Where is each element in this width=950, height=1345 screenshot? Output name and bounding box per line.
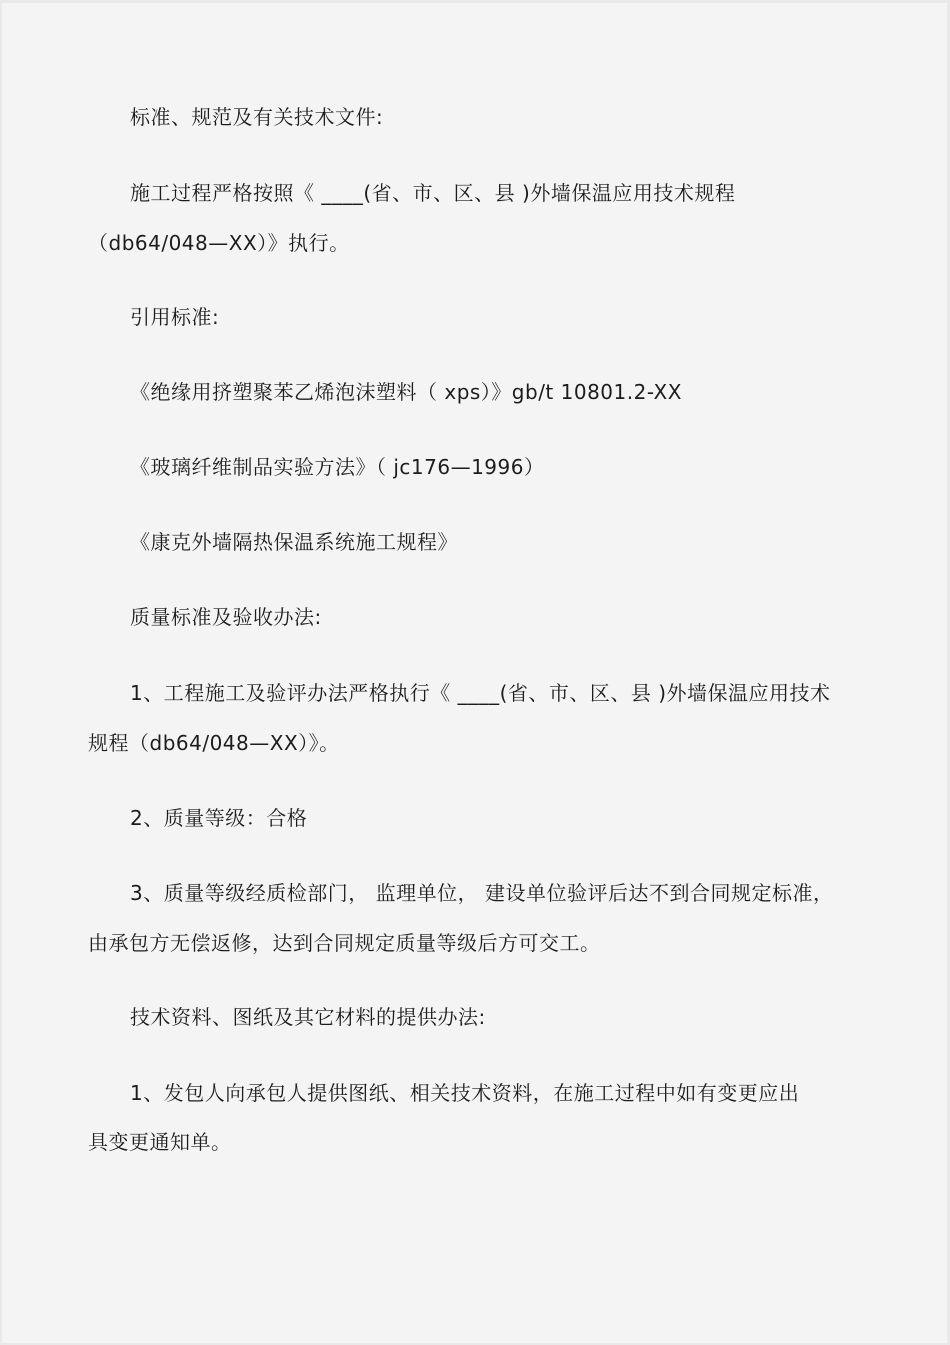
heading-technical-materials: 技术资料、图纸及其它材料的提供办法: <box>130 1005 486 1029</box>
paragraph-line: 由承包方无偿返修，达到合同规定质量等级后方可交工。 <box>88 931 601 955</box>
paragraph-line: 规程（db64/048—XX）》。 <box>88 731 340 755</box>
paragraph-line: 1、发包人向承包人提供图纸、相关技术资料，在施工过程中如有变更应出 <box>130 1081 800 1105</box>
paragraph-line: 施工过程严格按照《 ____(省、市、区、县 )外墙保温应用技术规程 <box>130 181 736 205</box>
paragraph-line: （db64/048—XX）》执行。 <box>88 231 350 255</box>
heading-referenced-standards: 引用标准: <box>130 305 220 329</box>
heading-quality-acceptance: 质量标准及验收办法: <box>130 605 322 629</box>
paragraph-line: 具变更通知单。 <box>88 1130 232 1154</box>
paragraph-line: 1、工程施工及验评办法严格执行《 ____(省、市、区、县 )外墙保温应用技术 <box>130 681 831 705</box>
paragraph-line: 3、质量等级经质检部门， 监理单位， 建设单位验评后达不到合同规定标准， <box>130 881 834 905</box>
standard-item: 《玻璃纤维制品实验方法》（ jc176—1996） <box>130 455 545 479</box>
standard-item: 《绝缘用挤塑聚苯乙烯泡沫塑料（ xps）》gb/t 10801.2-XX <box>130 380 682 404</box>
paragraph-line: 2、质量等级：合格 <box>130 806 308 830</box>
standard-item: 《康克外墙隔热保温系统施工规程》 <box>130 530 458 554</box>
document-page <box>2 3 947 1343</box>
heading-standards: 标准、规范及有关技术文件: <box>130 105 384 129</box>
